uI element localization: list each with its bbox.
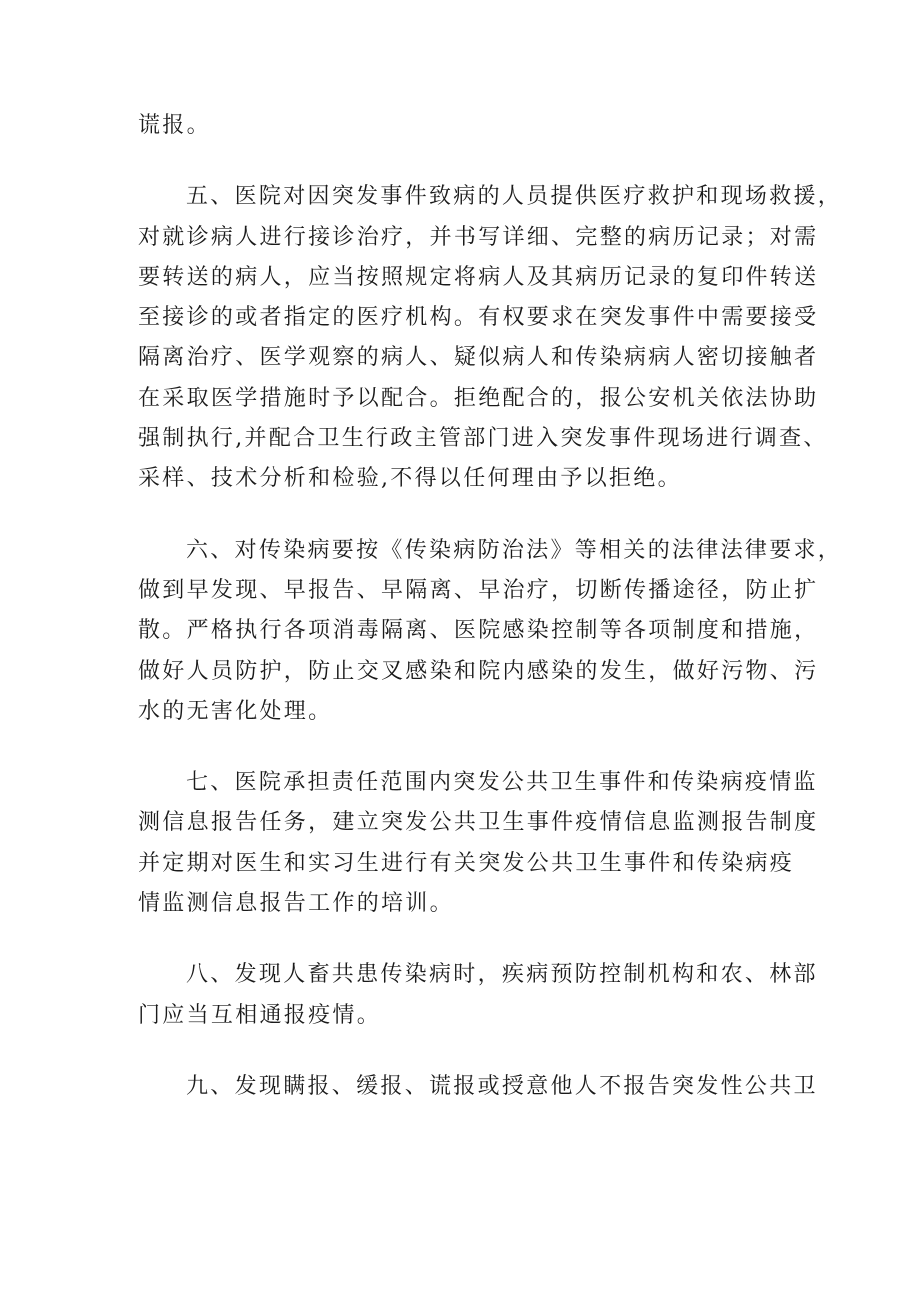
text-line: 并定期对医生和实习生进行有关突发公共卫生事件和传染病疫: [138, 850, 795, 876]
text-line: 六、对传染病要按《传染病防治法》等相关的法律法律要求，: [186, 537, 843, 563]
paragraph-item-8: [138, 955, 818, 1036]
text-line: 散。严格执行各项消毒隔离、医院感染控制等各项制度和措施，: [138, 618, 819, 644]
text-line: 八、发现人畜共患传染病时，疾病预防控制机构和农、林部: [186, 962, 818, 988]
text-line: 七、医院承担责任范围内突发公共卫生事件和传染病疫情监: [186, 770, 818, 796]
text-line: 水的无害化处理。: [138, 698, 333, 724]
text-line: 在采取医学措施时予以配合。拒绝配合的，报公安机关依法协助: [138, 385, 819, 411]
text-line: 九、发现瞒报、缓报、谎报或授意他人不报告突发性公共卫: [186, 1073, 818, 1099]
text-line: 做好人员防护，防止交叉感染和院内感染的发生，做好污物、污: [138, 658, 819, 684]
paragraph-item-7: [138, 763, 819, 924]
text-line: 情监测信息报告工作的培训。: [138, 891, 454, 917]
text-line: 采样、技术分析和检验,不得以任何理由予以拒绝。: [138, 466, 682, 492]
text-line: 做到早发现、早报告、早隔离、早治疗，切断传播途径，防止扩: [138, 577, 819, 603]
text-line: 至接诊的或者指定的医疗机构。有权要求在突发事件中需要接受: [138, 305, 819, 331]
text-line: 测信息报告任务，建立突发公共卫生事件疫情信息监测报告制度: [138, 810, 819, 836]
paragraph-continuation: [138, 106, 783, 146]
text-line: 强制执行,并配合卫生行政主管部门进入突发事件现场进行调查、: [138, 426, 828, 452]
text-line: 五、医院对因突发事件致病的人员提供医疗救护和现场救援，: [186, 184, 843, 210]
text-line: 要转送的病人，应当按照规定将病人及其病历记录的复印件转送: [138, 264, 819, 290]
text-line: 对就诊病人进行接诊治疗，并书写详细、完整的病历记录；对需: [138, 224, 819, 250]
paragraph-item-6: [138, 531, 843, 732]
text-line: 门应当互相通报疫情。: [138, 1002, 382, 1028]
text-line: 谎报。: [138, 113, 211, 138]
paragraph-item-9: [138, 1067, 818, 1107]
document-page: [138, 106, 843, 1107]
paragraph-item-5: [138, 177, 843, 499]
text-line: 隔离治疗、医学观察的病人、疑似病人和传染病病人密切接触者: [138, 345, 819, 371]
